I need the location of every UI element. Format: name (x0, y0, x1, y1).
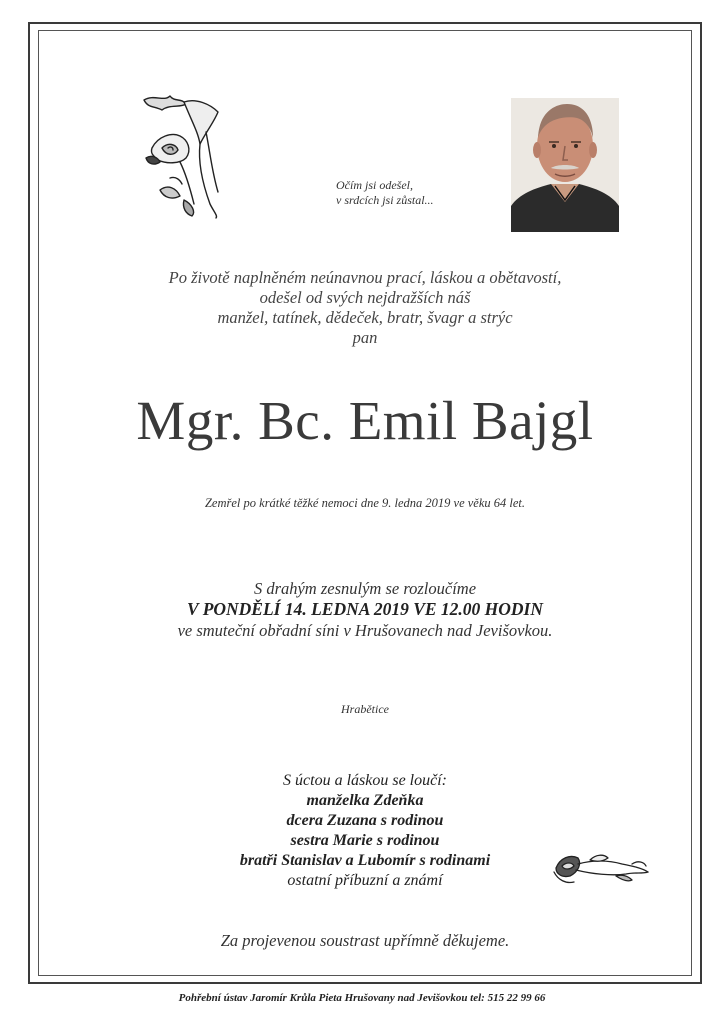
epitaph-quote (336, 178, 434, 208)
farewell-location: ve smuteční obřadní síni v Hrušovanech nad Jevišovkou. (177, 621, 553, 640)
death-notice: Zemřel po krátké těžké nemoci dne 9. ledna 2019 ve věku 64 let. (204, 496, 526, 510)
mourners-heading: S úctou a láskou se loučí: (283, 772, 447, 789)
intro-line-2: odešel od svých nejdražších náš (259, 288, 471, 307)
quote-line-1: Očím jsi odešel, (336, 178, 413, 192)
intro-line-4: pan (352, 328, 378, 347)
mourner-item: sestra Marie s rodinou (290, 832, 440, 849)
mourners-closing: ostatní příbuzní a známí (287, 872, 443, 889)
portrait-photo (511, 98, 619, 232)
farewell-line-1: S drahým zesnulým se rozloučíme (253, 579, 477, 598)
farewell-date-time: V PONDĚLÍ 14. LEDNA 2019 VE 12.00 HODIN (186, 599, 544, 619)
mourner-item: manželka Zdeňka (306, 792, 424, 809)
thanks-note: Za projevenou soustrast upřímně děkujeme. (220, 931, 510, 950)
funeral-home-footer: Pohřební ústav Jaromír Krůla Pieta Hrušovany nad Jevišovkou tel: 515 22 99 66 (178, 992, 546, 1004)
intro-text (38, 268, 692, 348)
portrait-image (511, 98, 619, 232)
mourner-item: bratři Stanislav a Lubomír s rodinami (239, 852, 491, 869)
quote-line-2: v srdcích jsi zůstal... (336, 193, 434, 207)
intro-line-3: manžel, tatínek, dědeček, bratr, švagr a strýc (217, 308, 513, 327)
place-name: Hrabětice (341, 702, 389, 716)
lying-rose-illustration (552, 846, 652, 888)
intro-line-1: Po životě naplněném neúnavnou prací, láskou a obětavostí, (168, 268, 562, 287)
mourner-item: dcera Zuzana s rodinou (286, 812, 444, 829)
funeral-announcement (38, 578, 692, 641)
rose-illustration (140, 92, 224, 222)
deceased-name: Mgr. Bc. Emil Bajgl (136, 390, 594, 451)
